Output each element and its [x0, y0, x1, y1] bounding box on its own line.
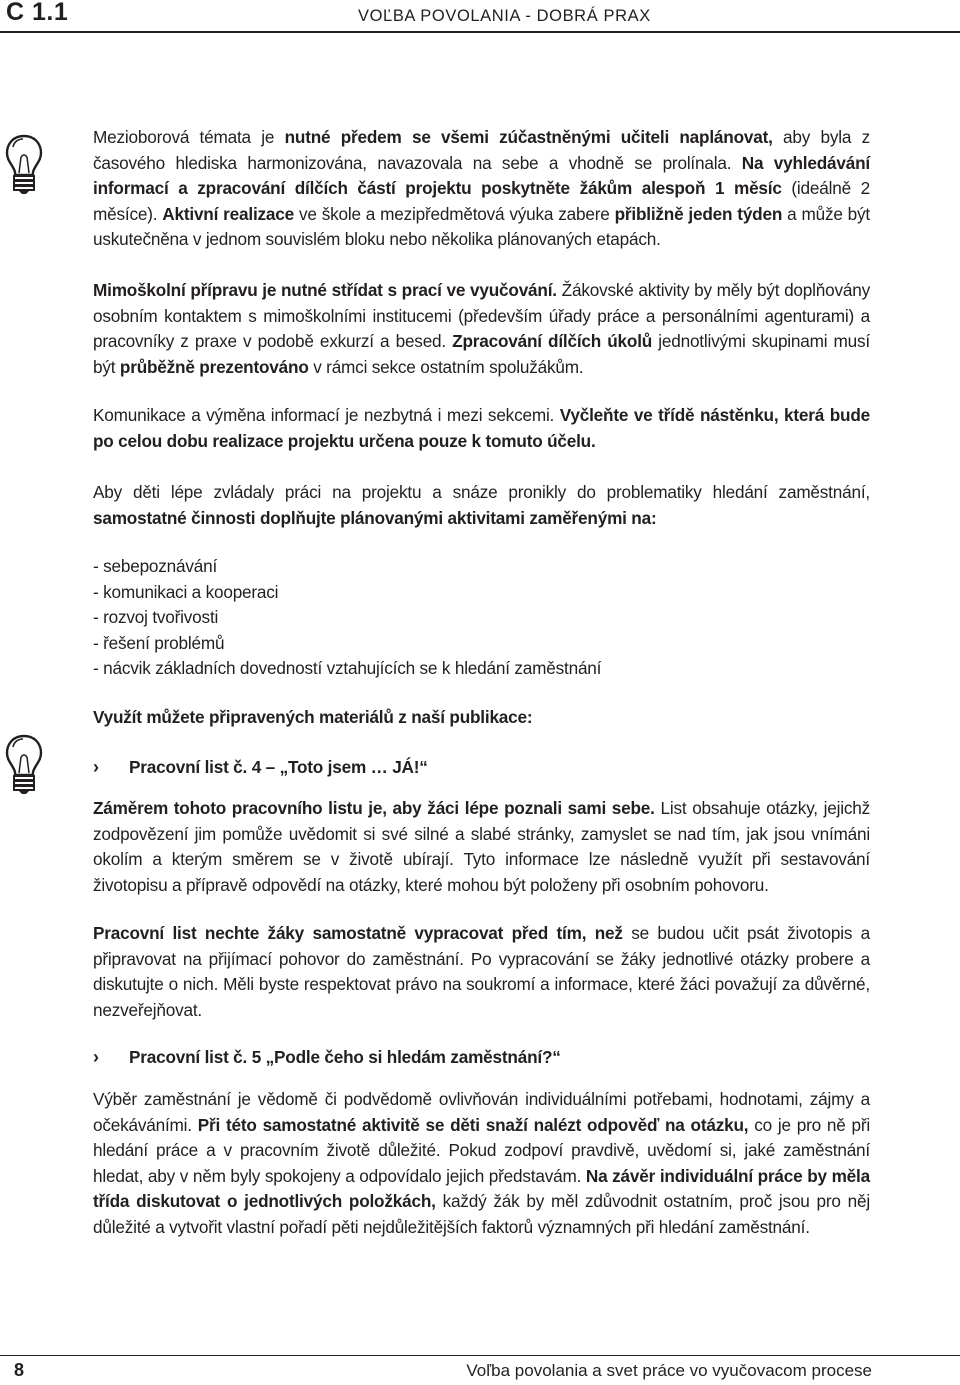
worksheet-5-heading [93, 1047, 561, 1068]
text-run: Komunikace a výměna informací je nezbytná i mezi sekcemi. [93, 405, 560, 425]
paragraph [93, 796, 870, 898]
text-run: Výběr zaměstnání je vědomě či podvědomě ovlivňován individuálními potřebami, hodnotami, zájmy a očekáváními. [93, 1089, 870, 1135]
list-item: - řešení problémů [93, 632, 225, 653]
footer-rule [0, 1355, 960, 1356]
page-header [0, 0, 960, 32]
bold-text: Na vyhledávání informací a zpracování dílčích částí projektu poskytněte žákům alespoň 1 měsíc [93, 152, 870, 199]
bold-text: Aktivní realizace [162, 203, 294, 224]
paragraph-worksheet-4 [93, 796, 870, 898]
list-item: - rozvoj tvořivosti [93, 607, 219, 628]
paragraph-worksheet-4-usage [93, 921, 870, 1023]
paragraph [93, 125, 870, 253]
text-run: každý žák by měl zdůvodnit ostatním, proč jsou pro něj důležité a vytvořit vlastní pořadí pěti nejdůležitějších faktorů významných při hledání zaměstnání. [93, 1191, 870, 1237]
list-item: - nácvik základních dovedností vztahujících se k hledání zaměstnání [93, 658, 602, 679]
list-item: - komunikaci a kooperaci [93, 581, 279, 602]
bold-text: Vyčleňte ve třídě nástěnku, která bude po celou dobu realizace projektu určena pouze k tomuto účelu. [93, 405, 870, 451]
text-run: Aby děti lépe zvládaly práci na projektu a snáze pronikly do problematiky hledání zaměstnání, [93, 482, 870, 502]
worksheet-5-label: Pracovní list č. 5 „Podle čeho si hledám zaměstnání?“ [129, 1047, 561, 1067]
paragraph [93, 705, 870, 731]
header-title: VOĽBA POVOLANIA - DOBRÁ PRAX [358, 7, 651, 25]
paragraph [93, 1087, 870, 1241]
page-number: 8 [14, 1360, 25, 1380]
text-run: jednotlivými skupinami musí být [93, 331, 870, 377]
text-run: ve škole a mezipředmětová výuka zabere [294, 203, 615, 224]
bold-text: Na závěr individuální práce by měla třída diskutovat o jednotlivých položkách, [93, 1165, 870, 1212]
activities-list [93, 554, 870, 682]
bold-text: Při této samostatné aktivitě se děti snaží nalézt odpověď na otázku, [197, 1114, 749, 1135]
bold-text: Zpracování dílčích úkolů [452, 331, 653, 352]
bold-text: Záměrem tohoto pracovního listu je, aby žáci lépe poznali sami sebe. [93, 798, 655, 818]
text-run: se budou učit psát životopis a připravovat na přijímací pohovor do zaměstnání. Po vypracování se žáky jednotlivé otázky probere a diskutujte o nich. Měli byste respektovat právo na soukromí a informace, které žáci považují za důvěrné, nezveřejňovat. [93, 923, 871, 1020]
bold-text: přibližně jeden týden [614, 203, 783, 224]
text-run: Žákovské aktivity by měly být doplňovány osobním kontaktem s mimoškolními institucemi (především úřady práce a personálními agenturami) a pracovníky z praxe v podobě exkurzí a besed. [93, 280, 870, 352]
text-run: Mezioborová témata je [93, 127, 285, 147]
text-run: a může být uskutečněna v jednom souvislém bloku nebo několika plánovaných etapách. [93, 203, 871, 250]
bold-text: nutné předem se všemi zúčastněnými učiteli naplánovat, [284, 127, 773, 147]
paragraph-materials [93, 705, 870, 731]
chevron-right-icon: › [93, 1047, 99, 1067]
text-run: aby byla z časového hlediska harmonizována, navazovala na sebe a vhodně se prolínala. [93, 127, 870, 173]
chevron-right-icon: › [93, 757, 99, 777]
footer-title: Voľba povolania a svet práce vo vyučovacom procese [466, 1361, 872, 1380]
paragraph-worksheet-5 [93, 1087, 870, 1241]
light-bulb-icon [4, 733, 44, 795]
paragraph-activities-intro [93, 480, 870, 531]
paragraph [93, 278, 870, 380]
worksheet-4-label: Pracovní list č. 4 – „Toto jsem … JÁ!“ [129, 757, 428, 777]
paragraph-communication [93, 403, 870, 454]
paragraph [93, 480, 870, 531]
text-run: v rámci sekce ostatním spolužákům. [308, 356, 584, 377]
text-run: co je pro ně při hledání práce a v pracovním životě důležité. Pokud zodpoví pravdivě, uvědomí si, jaké zaměstnání hledat, aby v něm byly spokojeny a odpovídalo jejich představám. [93, 1114, 870, 1186]
worksheet-4-heading [93, 757, 428, 778]
section-code: C 1.1 [6, 0, 69, 26]
paragraph-preparation [93, 278, 870, 380]
paragraph-planning [93, 125, 870, 253]
bold-text: Pracovní list nechte žáky samostatně vypracovat před tím, než [93, 923, 623, 943]
bold-text: Mimoškolní přípravu je nutné střídat s prací ve vyučování. [93, 280, 557, 300]
bold-text: Využít můžete připravených materiálů z naší publikace: [93, 707, 533, 727]
bold-text: průběžně prezentováno [119, 356, 309, 377]
bold-text: samostatné činnosti doplňujte plánovanými aktivitami zaměřenými na: [93, 507, 657, 528]
paragraph [93, 403, 870, 454]
text-run: (ideálně 2 měsíce). [93, 178, 870, 224]
light-bulb-icon [4, 133, 44, 195]
header-rule [0, 31, 960, 33]
text-run: List obsahuje otázky, jejichž zodpovězení jim pomůže uvědomit si své silné a slabé stránky, zamyslet se nad tím, jak jsou vnímáni okolím a kterým směrem se v životě ubírají. Tyto informace lze následně využít při sestavování životopisu a přípravě odpovědí na otázky, které mohou být položeny při osobním pohovoru. [93, 798, 871, 895]
paragraph [93, 921, 870, 1023]
list-item: - sebepoznávání [93, 556, 218, 576]
